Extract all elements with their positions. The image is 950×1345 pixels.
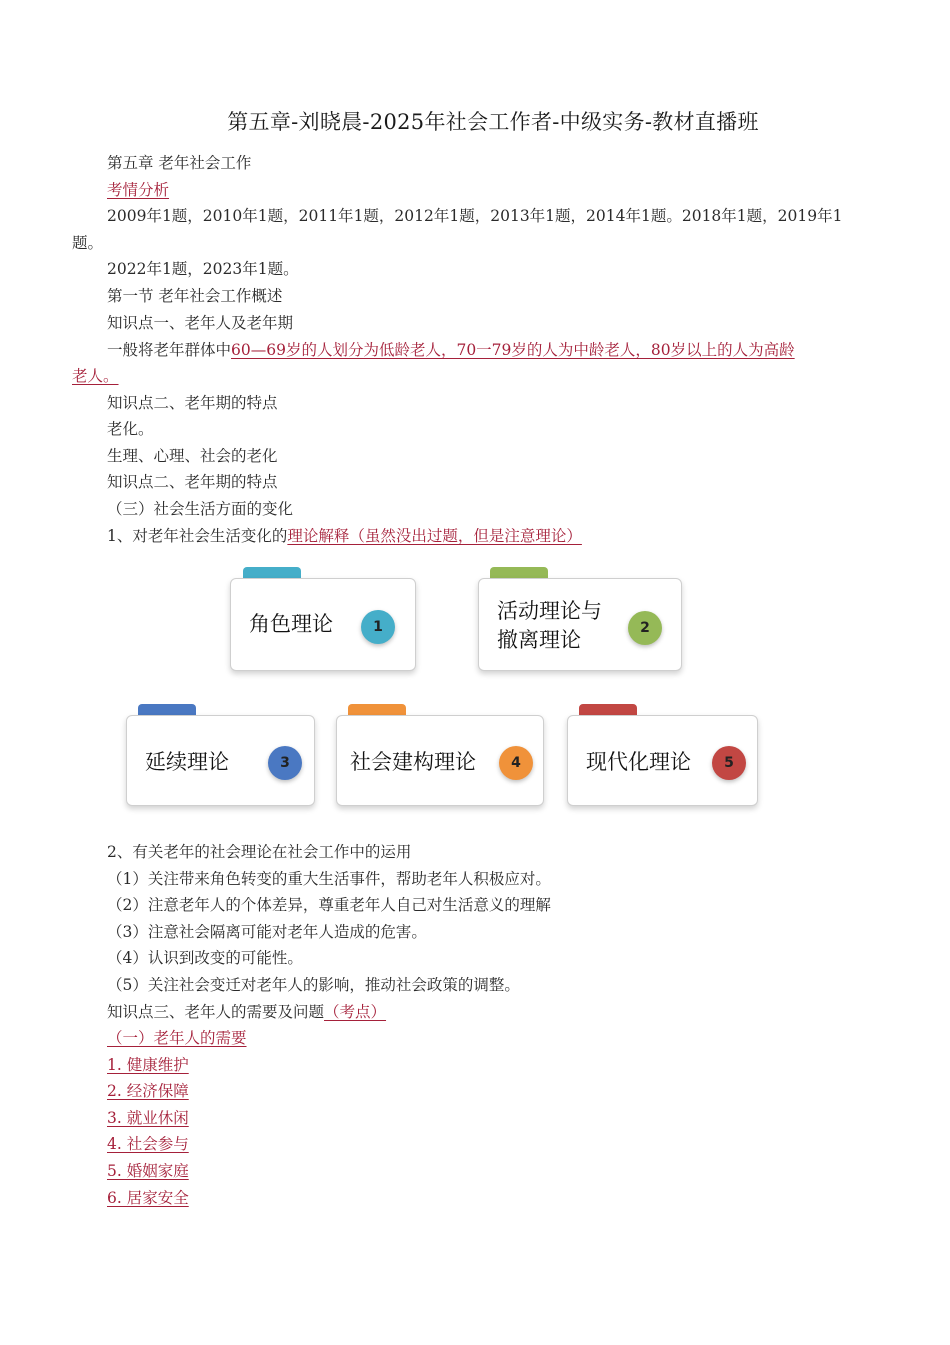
item2-point: （2）注意老年人的个体差异，尊重老年人自己对生活意义的理解 — [107, 896, 551, 914]
needs-item: 5. 婚姻家庭 — [107, 1162, 189, 1180]
item1-line — [107, 526, 582, 546]
kp1-text-highlight: 60—69岁的人划分为低龄老人，70一79岁的人为中龄老人，80岁以上的人为高龄 — [231, 341, 795, 359]
needs-heading: （一）老年人的需要 — [107, 1029, 247, 1047]
card-label-3: 延续理论 — [145, 750, 229, 774]
page-title: 第五章-刘晓晨-2025年社会工作者-中级实务-教材直播班 — [227, 110, 759, 134]
kp2-sub3: （三）社会生活方面的变化 — [107, 500, 294, 518]
exam-years-line1: 2009年1题，2010年1题，2011年1题，2012年1题，2013年1题，2014年1题。2018年1题，2019年1 — [107, 207, 843, 225]
card-label-2: 活动理论与 撤离理论 — [497, 599, 602, 652]
item2-heading: 2、有关老年的社会理论在社会工作中的运用 — [107, 843, 412, 861]
kp1-heading: 知识点一、老年人及老年期 — [107, 314, 294, 332]
needs-item: 4. 社会参与 — [107, 1135, 189, 1153]
kp1-text — [107, 340, 795, 360]
kp2-text2: 生理、心理、社会的老化 — [107, 447, 278, 465]
kp2-text1: 老化。 — [107, 420, 154, 438]
kp3-tag: （考点） — [324, 1003, 387, 1021]
card-number-5: 5 — [712, 746, 746, 780]
needs-item: 6. 居家安全 — [107, 1189, 189, 1207]
exam-years-line1-wrap: 题。 — [72, 234, 104, 252]
kp3-heading: 知识点三、老年人的需要及问题 — [107, 1003, 325, 1021]
item2-point: （3）注意社会隔离可能对老年人造成的危害。 — [107, 923, 427, 941]
item1-highlight: 理论解释（虽然没出过题，但是注意理论） — [287, 527, 582, 545]
needs-item: 3. 就业休闲 — [107, 1109, 189, 1127]
kp3-line — [107, 1002, 386, 1022]
needs-item: 1. 健康维护 — [107, 1056, 189, 1074]
item2-point: （5）关注社会变迁对老年人的影响，推动社会政策的调整。 — [107, 976, 520, 994]
needs-item: 2. 经济保障 — [107, 1082, 189, 1100]
theory-card-1 — [230, 578, 416, 671]
exam-years-line2: 2022年1题，2023年1题。 — [107, 260, 299, 278]
card-label-5: 现代化理论 — [586, 750, 691, 774]
card-number-2: 2 — [628, 611, 662, 645]
card-number-3: 3 — [268, 746, 302, 780]
card-label-4: 社会建构理论 — [350, 750, 476, 774]
card-label-1: 角色理论 — [249, 612, 333, 636]
kp2-heading: 知识点二、老年期的特点 — [107, 394, 278, 412]
card-number-4: 4 — [499, 746, 533, 780]
card-number-1: 1 — [361, 610, 395, 644]
item1-prefix: 1、对老年社会生活变化的 — [107, 527, 288, 545]
theory-card-4 — [336, 715, 544, 806]
item2-point: （1）关注带来角色转变的重大生活事件，帮助老年人积极应对。 — [107, 870, 551, 888]
kp2-heading-repeat: 知识点二、老年期的特点 — [107, 473, 278, 491]
item2-point: （4）认识到改变的可能性。 — [107, 949, 303, 967]
theory-card-2 — [478, 578, 682, 671]
section1-heading: 第一节 老年社会工作概述 — [107, 287, 283, 305]
theory-card-5 — [567, 715, 758, 806]
exam-analysis-link[interactable]: 考情分析 — [107, 181, 170, 199]
kp1-text-highlight-wrap: 老人。 — [72, 367, 119, 385]
chapter-heading: 第五章 老年社会工作 — [107, 154, 252, 172]
theory-card-3 — [126, 715, 315, 806]
kp1-text-prefix: 一般将老年群体中 — [107, 341, 232, 359]
